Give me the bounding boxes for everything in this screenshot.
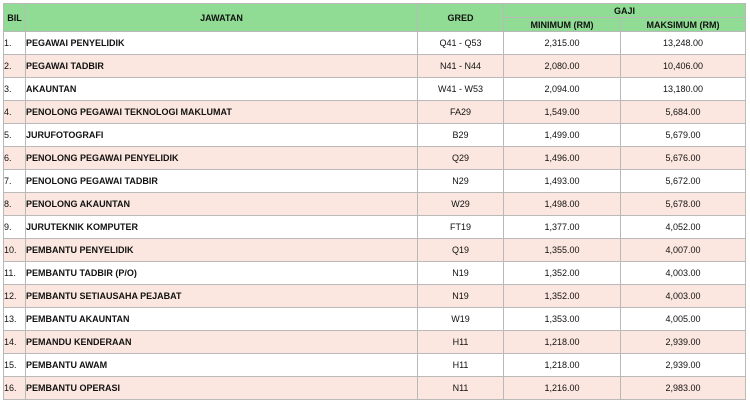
- gred-cell: W19: [418, 308, 504, 331]
- header-minimum: MINIMUM (RM): [504, 18, 621, 32]
- table-row: [4, 285, 746, 308]
- gred-cell: W41 - W53: [418, 78, 504, 101]
- table-row: [4, 124, 746, 147]
- table-row: [4, 170, 746, 193]
- jawatan-cell: PEGAWAI PENYELIDIK: [26, 32, 418, 55]
- min-cell: 1,549.00: [504, 101, 621, 124]
- table-row: [4, 78, 746, 101]
- gred-cell: H11: [418, 354, 504, 377]
- jawatan-cell: AKAUNTAN: [26, 78, 418, 101]
- min-cell: 1,353.00: [504, 308, 621, 331]
- gred-cell: Q41 - Q53: [418, 32, 504, 55]
- min-cell: 1,498.00: [504, 193, 621, 216]
- min-cell: 2,080.00: [504, 55, 621, 78]
- gred-cell: B29: [418, 124, 504, 147]
- max-cell: 13,180.00: [621, 78, 746, 101]
- max-cell: 2,983.00: [621, 377, 746, 400]
- header-jawatan: JAWATAN: [26, 4, 418, 32]
- table-row: [4, 308, 746, 331]
- table-row: [4, 32, 746, 55]
- gred-cell: FT19: [418, 216, 504, 239]
- gred-cell: N11: [418, 377, 504, 400]
- table-row: [4, 193, 746, 216]
- bil-cell: 6.: [4, 147, 26, 170]
- table-row: [4, 331, 746, 354]
- jawatan-cell: PEGAWAI TADBIR: [26, 55, 418, 78]
- table-row: [4, 262, 746, 285]
- gred-cell: N29: [418, 170, 504, 193]
- jawatan-cell: JURUFOTOGRAFI: [26, 124, 418, 147]
- table-header: [4, 4, 746, 32]
- min-cell: 1,355.00: [504, 239, 621, 262]
- bil-cell: 3.: [4, 78, 26, 101]
- table-row: [4, 101, 746, 124]
- table-row: [4, 55, 746, 78]
- table-body: [4, 32, 746, 400]
- max-cell: 5,679.00: [621, 124, 746, 147]
- min-cell: 1,216.00: [504, 377, 621, 400]
- jawatan-cell: PENOLONG AKAUNTAN: [26, 193, 418, 216]
- min-cell: 2,094.00: [504, 78, 621, 101]
- max-cell: 2,939.00: [621, 331, 746, 354]
- gred-cell: Q29: [418, 147, 504, 170]
- jawatan-cell: PEMBANTU SETIAUSAHA PEJABAT: [26, 285, 418, 308]
- bil-cell: 10.: [4, 239, 26, 262]
- bil-cell: 1.: [4, 32, 26, 55]
- jawatan-cell: PEMBANTU AKAUNTAN: [26, 308, 418, 331]
- bil-cell: 7.: [4, 170, 26, 193]
- gred-cell: N41 - N44: [418, 55, 504, 78]
- min-cell: 1,218.00: [504, 354, 621, 377]
- gred-cell: Q19: [418, 239, 504, 262]
- bil-cell: 5.: [4, 124, 26, 147]
- jawatan-cell: PEMBANTU PENYELIDIK: [26, 239, 418, 262]
- gred-cell: H11: [418, 331, 504, 354]
- min-cell: 1,493.00: [504, 170, 621, 193]
- max-cell: 4,007.00: [621, 239, 746, 262]
- max-cell: 5,676.00: [621, 147, 746, 170]
- min-cell: 1,352.00: [504, 262, 621, 285]
- min-cell: 1,499.00: [504, 124, 621, 147]
- jawatan-cell: PENOLONG PEGAWAI TEKNOLOGI MAKLUMAT: [26, 101, 418, 124]
- bil-cell: 2.: [4, 55, 26, 78]
- table-row: [4, 216, 746, 239]
- min-cell: 1,352.00: [504, 285, 621, 308]
- bil-cell: 16.: [4, 377, 26, 400]
- min-cell: 1,496.00: [504, 147, 621, 170]
- table-row: [4, 147, 746, 170]
- max-cell: 2,939.00: [621, 354, 746, 377]
- header-maksimum: MAKSIMUM (RM): [621, 18, 746, 32]
- max-cell: 4,003.00: [621, 285, 746, 308]
- table-row: [4, 377, 746, 400]
- jawatan-cell: PENOLONG PEGAWAI PENYELIDIK: [26, 147, 418, 170]
- jawatan-cell: PEMBANTU TADBIR (P/O): [26, 262, 418, 285]
- jawatan-cell: PEMANDU KENDERAAN: [26, 331, 418, 354]
- max-cell: 4,052.00: [621, 216, 746, 239]
- jawatan-cell: PEMBANTU OPERASI: [26, 377, 418, 400]
- gred-cell: N19: [418, 285, 504, 308]
- gred-cell: W29: [418, 193, 504, 216]
- bil-cell: 14.: [4, 331, 26, 354]
- table-row: [4, 354, 746, 377]
- bil-cell: 15.: [4, 354, 26, 377]
- min-cell: 1,218.00: [504, 331, 621, 354]
- min-cell: 2,315.00: [504, 32, 621, 55]
- max-cell: 4,005.00: [621, 308, 746, 331]
- bil-cell: 4.: [4, 101, 26, 124]
- jawatan-cell: PEMBANTU AWAM: [26, 354, 418, 377]
- bil-cell: 13.: [4, 308, 26, 331]
- max-cell: 5,678.00: [621, 193, 746, 216]
- bil-cell: 8.: [4, 193, 26, 216]
- max-cell: 13,248.00: [621, 32, 746, 55]
- bil-cell: 11.: [4, 262, 26, 285]
- table-row: [4, 239, 746, 262]
- salary-table: [3, 3, 746, 400]
- max-cell: 5,684.00: [621, 101, 746, 124]
- max-cell: 5,672.00: [621, 170, 746, 193]
- header-row-top: [4, 4, 746, 18]
- gred-cell: FA29: [418, 101, 504, 124]
- bil-cell: 12.: [4, 285, 26, 308]
- jawatan-cell: JURUTEKNIK KOMPUTER: [26, 216, 418, 239]
- min-cell: 1,377.00: [504, 216, 621, 239]
- header-bil: BIL: [4, 4, 26, 32]
- max-cell: 10,406.00: [621, 55, 746, 78]
- gred-cell: N19: [418, 262, 504, 285]
- bil-cell: 9.: [4, 216, 26, 239]
- jawatan-cell: PENOLONG PEGAWAI TADBIR: [26, 170, 418, 193]
- max-cell: 4,003.00: [621, 262, 746, 285]
- header-gred: GRED: [418, 4, 504, 32]
- header-gaji: GAJI: [504, 4, 746, 18]
